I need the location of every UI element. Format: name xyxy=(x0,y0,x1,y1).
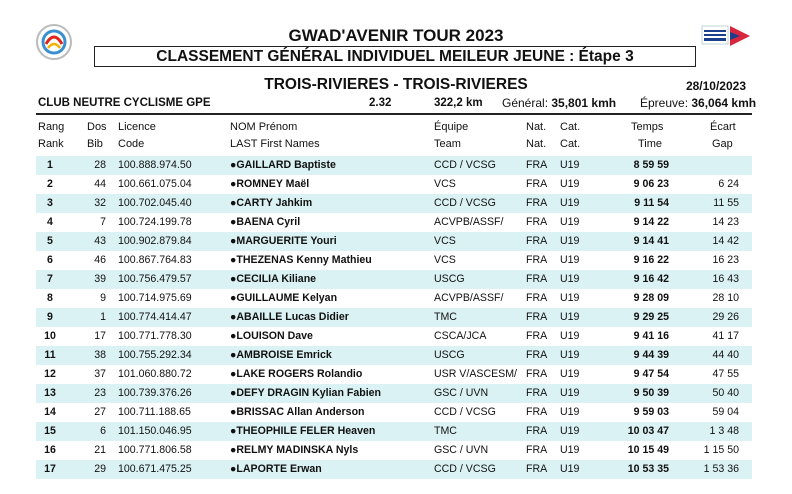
cell-gap: 14 42 xyxy=(712,235,739,247)
cell-licence: 100.661.075.04 xyxy=(118,178,192,190)
col-header-names: LAST First Names xyxy=(230,138,320,150)
cell-gap: 14 23 xyxy=(712,216,739,228)
cell-licence: 101.150.046.95 xyxy=(118,425,192,437)
cell-bib: 37 xyxy=(94,368,106,380)
stage-speed-value: 36,064 kmh xyxy=(691,96,757,110)
cell-nat: FRA xyxy=(526,425,548,437)
cell-cat: U19 xyxy=(560,197,580,209)
cell-bib: 7 xyxy=(100,216,106,228)
cell-cat: U19 xyxy=(560,349,580,361)
stage-speed xyxy=(640,96,756,110)
cell-cat: U19 xyxy=(560,387,580,399)
cell-bib: 39 xyxy=(94,273,106,285)
cell-name: ●GAILLARD Baptiste xyxy=(230,159,336,171)
col-header-code: Code xyxy=(118,138,145,150)
cell-rank: 16 xyxy=(44,444,56,456)
cell-rank: 12 xyxy=(44,368,56,380)
cell-rank: 8 xyxy=(47,292,53,304)
cell-licence: 100.711.188.65 xyxy=(118,406,191,418)
cell-rank: 4 xyxy=(47,216,53,228)
cell-nat: FRA xyxy=(526,387,548,399)
cell-cat: U19 xyxy=(560,254,580,266)
cell-licence: 100.774.414.47 xyxy=(118,311,192,323)
cell-time: 8 59 59 xyxy=(633,159,669,171)
cell-cat: U19 xyxy=(560,425,580,437)
table-row xyxy=(36,213,752,232)
col-header-dos: Dos xyxy=(87,121,107,133)
cell-gap: 16 43 xyxy=(712,273,739,285)
cell-gap: 1 15 50 xyxy=(703,444,739,456)
cell-licence: 100.702.045.40 xyxy=(118,197,192,209)
cell-team: USCG xyxy=(434,273,465,285)
cell-cat: U19 xyxy=(560,273,580,285)
cell-bib: 28 xyxy=(94,159,106,171)
col-header-rang: Rang xyxy=(38,121,65,133)
cell-gap: 1 53 36 xyxy=(703,463,739,475)
cell-team: CCD / VCSG xyxy=(434,197,496,209)
col-header-nat: Nat. xyxy=(526,121,547,133)
total-distance: 322,2 km xyxy=(434,97,483,109)
cell-rank: 7 xyxy=(47,273,53,285)
cell-team: USR V/ASCESM/ xyxy=(434,368,518,380)
cell-name: ●CARTY Jahkim xyxy=(230,197,313,209)
cell-time: 9 16 22 xyxy=(633,254,669,266)
col-header-ecart: Écart xyxy=(710,121,736,133)
col-header-nat-en: Nat. xyxy=(526,138,547,150)
col-header-licence: Licence xyxy=(118,121,156,133)
table-row xyxy=(36,175,752,194)
cell-name: ●BRISSAC Allan Anderson xyxy=(230,406,365,418)
cell-gap: 44 40 xyxy=(712,349,739,361)
cell-nat: FRA xyxy=(526,368,548,380)
cell-rank: 13 xyxy=(44,387,56,399)
col-header-cat: Cat. xyxy=(560,121,581,133)
table-row xyxy=(36,346,752,365)
table-row xyxy=(36,441,752,460)
results-table xyxy=(36,156,752,479)
col-header-equipe: Équipe xyxy=(434,121,469,133)
table-row xyxy=(36,327,752,346)
cell-rank: 1 xyxy=(47,159,53,171)
cell-bib: 43 xyxy=(94,235,106,247)
cell-rank: 3 xyxy=(47,197,53,209)
table-row xyxy=(36,308,752,327)
cell-bib: 1 xyxy=(100,311,106,323)
cell-gap: 41 17 xyxy=(712,330,739,342)
table-row xyxy=(36,403,752,422)
cell-name: ●DEFY DRAGIN Kylian Fabien xyxy=(230,387,382,399)
cell-nat: FRA xyxy=(526,311,548,323)
cell-team: CSCA/JCA xyxy=(434,330,487,342)
cell-rank: 9 xyxy=(47,311,53,323)
col-header-nom: NOM Prénom xyxy=(230,121,298,133)
cell-gap: 29 26 xyxy=(712,311,739,323)
cell-licence: 100.902.879.84 xyxy=(118,235,192,247)
table-row xyxy=(36,422,752,441)
cell-bib: 29 xyxy=(94,463,106,475)
cell-gap: 11 55 xyxy=(713,197,739,209)
cell-team: GSC / UVN xyxy=(434,444,489,456)
cell-bib: 23 xyxy=(94,387,106,399)
stage-speed-label: Épreuve: xyxy=(640,96,689,110)
cell-rank: 17 xyxy=(44,463,56,475)
cell-time: 9 14 41 xyxy=(633,235,669,247)
cell-rank: 5 xyxy=(47,235,53,247)
cell-team: VCS xyxy=(434,178,456,190)
cell-time: 10 03 47 xyxy=(627,425,669,437)
cell-gap: 6 24 xyxy=(718,178,739,190)
table-row xyxy=(36,156,752,175)
cell-cat: U19 xyxy=(560,292,580,304)
cell-licence: 100.714.975.69 xyxy=(118,292,192,304)
cell-rank: 15 xyxy=(44,425,56,437)
avg-value: 2.32 xyxy=(369,97,392,109)
cell-team: ACVPB/ASSF/ xyxy=(434,292,504,304)
cell-cat: U19 xyxy=(560,235,580,247)
cell-bib: 6 xyxy=(100,425,106,437)
cell-cat: U19 xyxy=(560,406,580,418)
cell-nat: FRA xyxy=(526,292,548,304)
cell-time: 9 44 39 xyxy=(633,349,669,361)
cell-time: 9 14 22 xyxy=(633,216,669,228)
cell-cat: U19 xyxy=(560,463,580,475)
cell-time: 9 41 16 xyxy=(633,330,669,342)
cell-licence: 100.756.479.57 xyxy=(118,273,192,285)
cell-name: ●THEZENAS Kenny Mathieu xyxy=(230,254,372,266)
cell-cat: U19 xyxy=(560,311,580,323)
table-row xyxy=(36,251,752,270)
cell-name: ●LOUISON Dave xyxy=(230,330,313,342)
cell-licence: 100.867.764.83 xyxy=(118,254,192,266)
cell-bib: 21 xyxy=(94,444,106,456)
cell-licence: 100.724.199.78 xyxy=(118,216,192,228)
table-row xyxy=(36,384,752,403)
cell-licence: 100.739.376.26 xyxy=(118,387,192,399)
cell-rank: 10 xyxy=(44,330,56,342)
cell-cat: U19 xyxy=(560,330,580,342)
col-header-rank: Rank xyxy=(38,138,64,150)
cell-name: ●THEOPHILE FELER Heaven xyxy=(230,425,376,437)
cell-team: GSC / UVN xyxy=(434,387,489,399)
cell-nat: FRA xyxy=(526,254,548,266)
cell-nat: FRA xyxy=(526,444,548,456)
cell-gap: 59 04 xyxy=(712,406,739,418)
cell-gap: 1 3 48 xyxy=(709,425,739,437)
cell-name: ●LAKE ROGERS Rolandio xyxy=(230,368,363,380)
cell-nat: FRA xyxy=(526,178,548,190)
cell-cat: U19 xyxy=(560,444,580,456)
table-row xyxy=(36,194,752,213)
cell-bib: 32 xyxy=(94,197,106,209)
cell-nat: FRA xyxy=(526,330,548,342)
cell-time: 9 16 42 xyxy=(633,273,669,285)
cell-time: 9 50 39 xyxy=(633,387,669,399)
cell-time: 9 28 09 xyxy=(633,292,669,304)
table-row xyxy=(36,460,752,479)
cell-cat: U19 xyxy=(560,368,580,380)
cell-bib: 9 xyxy=(100,292,106,304)
cell-bib: 38 xyxy=(94,349,106,361)
organizer-club: CLUB NEUTRE CYCLISME GPE xyxy=(38,97,211,109)
col-header-team: Team xyxy=(434,138,461,150)
cell-team: TMC xyxy=(434,311,457,323)
cell-time: 9 29 25 xyxy=(633,311,669,323)
col-header-bib: Bib xyxy=(87,138,103,150)
cell-nat: FRA xyxy=(526,349,548,361)
cell-team: USCG xyxy=(434,349,465,361)
col-header-gap: Gap xyxy=(712,138,733,150)
header-divider xyxy=(36,113,752,115)
cell-bib: 17 xyxy=(94,330,106,342)
cell-rank: 2 xyxy=(47,178,53,190)
classification-subtitle: CLASSEMENT GÉNÉRAL INDIVIDUEL MEILEUR JEUNE : Étape 3 xyxy=(94,46,696,67)
cell-bib: 44 xyxy=(94,178,106,190)
general-speed-label: Général: xyxy=(502,96,549,110)
cell-licence: 100.671.475.25 xyxy=(118,463,192,475)
cell-licence: 100.771.778.30 xyxy=(118,330,192,342)
general-speed-value: 35,801 kmh xyxy=(551,96,617,110)
cell-name: ●MARGUERITE Youri xyxy=(230,235,337,247)
race-date: 28/10/2023 xyxy=(685,79,746,93)
cell-name: ●CECILIA Kiliane xyxy=(230,273,317,285)
cell-cat: U19 xyxy=(560,159,580,171)
cell-nat: FRA xyxy=(526,216,548,228)
table-row xyxy=(36,232,752,251)
cell-gap: 50 40 xyxy=(712,387,739,399)
cell-licence: 100.755.292.34 xyxy=(118,349,192,361)
cell-name: ●RELMY MADINSKA Nyls xyxy=(230,444,359,456)
cell-time: 10 15 49 xyxy=(627,444,669,456)
cell-gap: 47 55 xyxy=(712,368,739,380)
cell-nat: FRA xyxy=(526,463,548,475)
cell-rank: 11 xyxy=(44,349,56,361)
table-row xyxy=(36,289,752,308)
cell-team: TMC xyxy=(434,425,457,437)
cell-time: 9 59 03 xyxy=(633,406,669,418)
cell-time: 10 53 35 xyxy=(627,463,669,475)
cell-nat: FRA xyxy=(526,197,548,209)
cell-nat: FRA xyxy=(526,235,548,247)
col-header-temps: Temps xyxy=(631,121,664,133)
cell-rank: 6 xyxy=(47,254,53,266)
cell-bib: 46 xyxy=(94,254,106,266)
cell-time: 9 11 54 xyxy=(634,197,669,209)
cell-name: ●ABAILLE Lucas Didier xyxy=(230,311,349,323)
cell-team: VCS xyxy=(434,254,456,266)
cell-team: CCD / VCSG xyxy=(434,159,496,171)
cell-licence: 100.888.974.50 xyxy=(118,159,192,171)
table-row xyxy=(36,270,752,289)
cell-team: CCD / VCSG xyxy=(434,406,496,418)
cell-cat: U19 xyxy=(560,216,580,228)
cell-time: 9 06 23 xyxy=(633,178,669,190)
page-title: GWAD'AVENIR TOUR 2023 xyxy=(288,26,504,45)
cell-gap: 28 10 xyxy=(712,292,739,304)
cell-cat: U19 xyxy=(560,178,580,190)
cell-nat: FRA xyxy=(526,406,548,418)
cell-name: ●BAENA Cyril xyxy=(230,216,301,228)
col-header-cat-en: Cat. xyxy=(560,138,581,150)
table-row xyxy=(36,365,752,384)
cell-bib: 27 xyxy=(94,406,106,418)
cell-licence: 101.060.880.72 xyxy=(118,368,192,380)
cell-licence: 100.771.806.58 xyxy=(118,444,192,456)
col-header-time: Time xyxy=(638,138,663,150)
cell-nat: FRA xyxy=(526,273,548,285)
cell-name: ●ROMNEY Maël xyxy=(230,178,310,190)
cell-name: ●LAPORTE Erwan xyxy=(230,463,322,475)
cell-time: 9 47 54 xyxy=(633,368,669,380)
cell-name: ●GUILLAUME Kelyan xyxy=(230,292,338,304)
stage-route: TROIS-RIVIERES - TROIS-RIVIERES xyxy=(264,76,528,93)
cell-team: ACVPB/ASSF/ xyxy=(434,216,504,228)
general-speed xyxy=(502,96,616,110)
cell-rank: 14 xyxy=(44,406,56,418)
cell-nat: FRA xyxy=(526,159,548,171)
cell-team: VCS xyxy=(434,235,456,247)
cell-team: CCD / VCSG xyxy=(434,463,496,475)
cell-name: ●AMBROISE Emrick xyxy=(230,349,332,361)
cell-gap: 16 23 xyxy=(712,254,739,266)
